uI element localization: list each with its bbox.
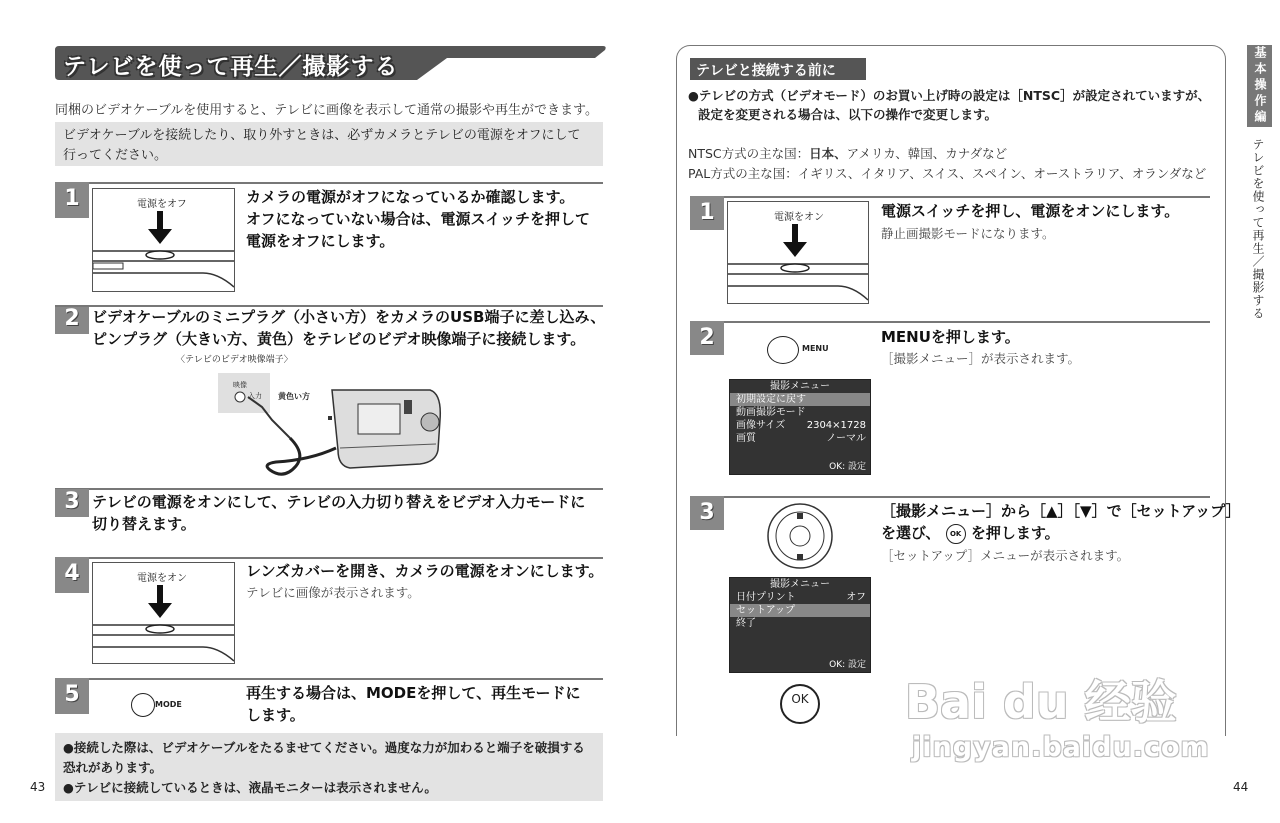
step-instruction: カメラの電源がオフになっているか確認します。 オフになっていない場合は、電源スイッチを押して 電源をオフにします。: [246, 188, 590, 250]
step-subtext: テレビに画像が表示されます。: [246, 585, 420, 600]
illus-label: 電源をオン: [137, 573, 187, 584]
menu-item: 日付プリント オフ: [736, 592, 866, 603]
note-line: ●テレビに接続しているときは、液晶モニターは表示されません。: [63, 780, 437, 795]
step-number: 1: [690, 196, 724, 230]
step-instruction: テレビの電源をオンにして、テレビの入力切り替えをビデオ入力モードに 切り替えます。: [92, 493, 586, 533]
mode-button-icon: [131, 693, 155, 717]
note-line: ●接続した際は、ビデオケーブルをたるませてください。過度な力が加わると端子を破損する: [63, 740, 585, 755]
power-on-illustration: [92, 562, 235, 664]
step-divider: [724, 496, 1210, 498]
power-on-illustration: [727, 201, 869, 304]
intro-text: 同梱のビデオケーブルを使用すると、テレビに画像を表示して通常の撮影や再生ができます。: [55, 103, 599, 118]
shooting-menu-screen: [729, 379, 871, 475]
ok-button-icon: OK: [780, 684, 820, 724]
page-number: 44: [1233, 780, 1249, 794]
ok-button-icon: OK: [946, 524, 966, 544]
mode-button-label: MODE: [155, 700, 182, 709]
illus-label: 電源をオン: [774, 212, 824, 223]
page-title: テレビを使って再生／撮影する: [63, 54, 399, 80]
ntsc-countries: NTSC方式の主な国：日本、アメリカ、韓国、カナダなど: [688, 146, 1008, 161]
step-divider: [55, 488, 603, 490]
menu-footer: OK: 設定: [829, 462, 866, 472]
note-line: 恐れがあります。: [63, 760, 163, 775]
step-subtext: ［撮影メニュー］が表示されます。: [881, 351, 1081, 366]
page-number: 43: [30, 780, 46, 794]
section-description: ●テレビの方式（ビデオモード）のお買い上げ時の設定は［NTSC］が設定されていますが、 設定を変更される場合は、以下の操作で変更します。: [688, 88, 1211, 122]
step-number: 3: [55, 489, 89, 517]
step-number: 2: [690, 321, 724, 355]
watermark-logo: Bai du 经验: [905, 675, 1177, 729]
step-divider: [724, 196, 1210, 198]
jack-label: 映像: [233, 381, 247, 389]
illus-label: 電源をオフ: [137, 199, 187, 210]
step-divider: [89, 557, 603, 559]
step-number: 3: [690, 496, 724, 530]
cable-connection-diagram: [210, 370, 460, 482]
step-divider: [89, 678, 603, 680]
diagram-caption: 〈テレビのビデオ映像端子〉: [176, 355, 293, 365]
warning-line: ビデオケーブルを接続したり、取り外すときは、必ずカメラとテレビの電源をオフにして: [63, 128, 581, 143]
step-subtext: 静止画撮影モードになります。: [881, 226, 1055, 241]
step-instruction: 再生する場合は、MODEを押して、再生モードに します。: [246, 684, 581, 724]
warning-line: 行ってください。: [63, 148, 168, 163]
menu-button-icon: [767, 336, 799, 364]
step-subtext: ［セットアップ］メニューが表示されます。: [881, 548, 1130, 563]
step-instruction: レンズカバーを開き、カメラの電源をオンにします。: [246, 562, 604, 580]
dpad-icon: [766, 502, 834, 570]
menu-button-label: MENU: [802, 344, 829, 353]
step-number: 1: [55, 182, 89, 218]
menu-item: 画質 ノーマル: [736, 433, 866, 444]
setup-menu-screen: [729, 577, 871, 673]
power-off-illustration: [92, 188, 235, 292]
step-instruction: 電源スイッチを押し、電源をオンにします。: [881, 202, 1180, 220]
step-number: 2: [55, 306, 89, 334]
chapter-title-vertical: テレビを使って再生／撮影する: [1251, 138, 1265, 320]
section-heading: テレビと接続する前に: [690, 58, 866, 80]
menu-footer: OK: 設定: [829, 660, 866, 670]
pal-countries: PAL方式の主な国：イギリス、イタリア、スイス、スペイン、オーストラリア、オランダなど: [688, 166, 1207, 181]
step-number: 4: [55, 557, 89, 593]
step-instruction: ビデオケーブルのミニプラグ（小さい方）をカメラのUSB端子に差し込み、 ピンプラグ（大きい方、黄色）をテレビのビデオ映像端子に接続します。: [92, 308, 606, 348]
menu-item: セットアップ: [730, 604, 870, 617]
watermark-url: jingyan.baidu.com: [912, 732, 1210, 763]
page-title-banner: [55, 44, 607, 82]
step-divider: [724, 321, 1210, 323]
menu-item: 終了: [736, 618, 756, 629]
chapter-tab: 基本操作編: [1247, 45, 1272, 127]
plug-label: 黄色い方: [278, 392, 310, 401]
menu-item: 画像サイズ 2304×1728: [736, 420, 866, 431]
down-arrow-icon: [93, 563, 234, 663]
down-arrow-icon: [728, 202, 868, 303]
step-number: 5: [55, 678, 89, 714]
step-instruction: MENUを押します。: [881, 328, 1020, 346]
warning-box: [55, 122, 603, 166]
menu-item: 初期設定に戻す: [730, 393, 870, 406]
step-instruction: ［撮影メニュー］から［▲］［▼］で［セットアップ］ を選び、 OK を押します。: [881, 502, 1241, 542]
down-arrow-icon: [93, 189, 234, 291]
menu-title: 撮影メニュー: [770, 579, 830, 590]
menu-item: 動画撮影モード: [736, 407, 806, 418]
menu-title: 撮影メニュー: [770, 381, 830, 392]
jack-label: 入力: [248, 392, 262, 400]
step-divider: [89, 182, 603, 184]
notes-box: [55, 733, 603, 801]
